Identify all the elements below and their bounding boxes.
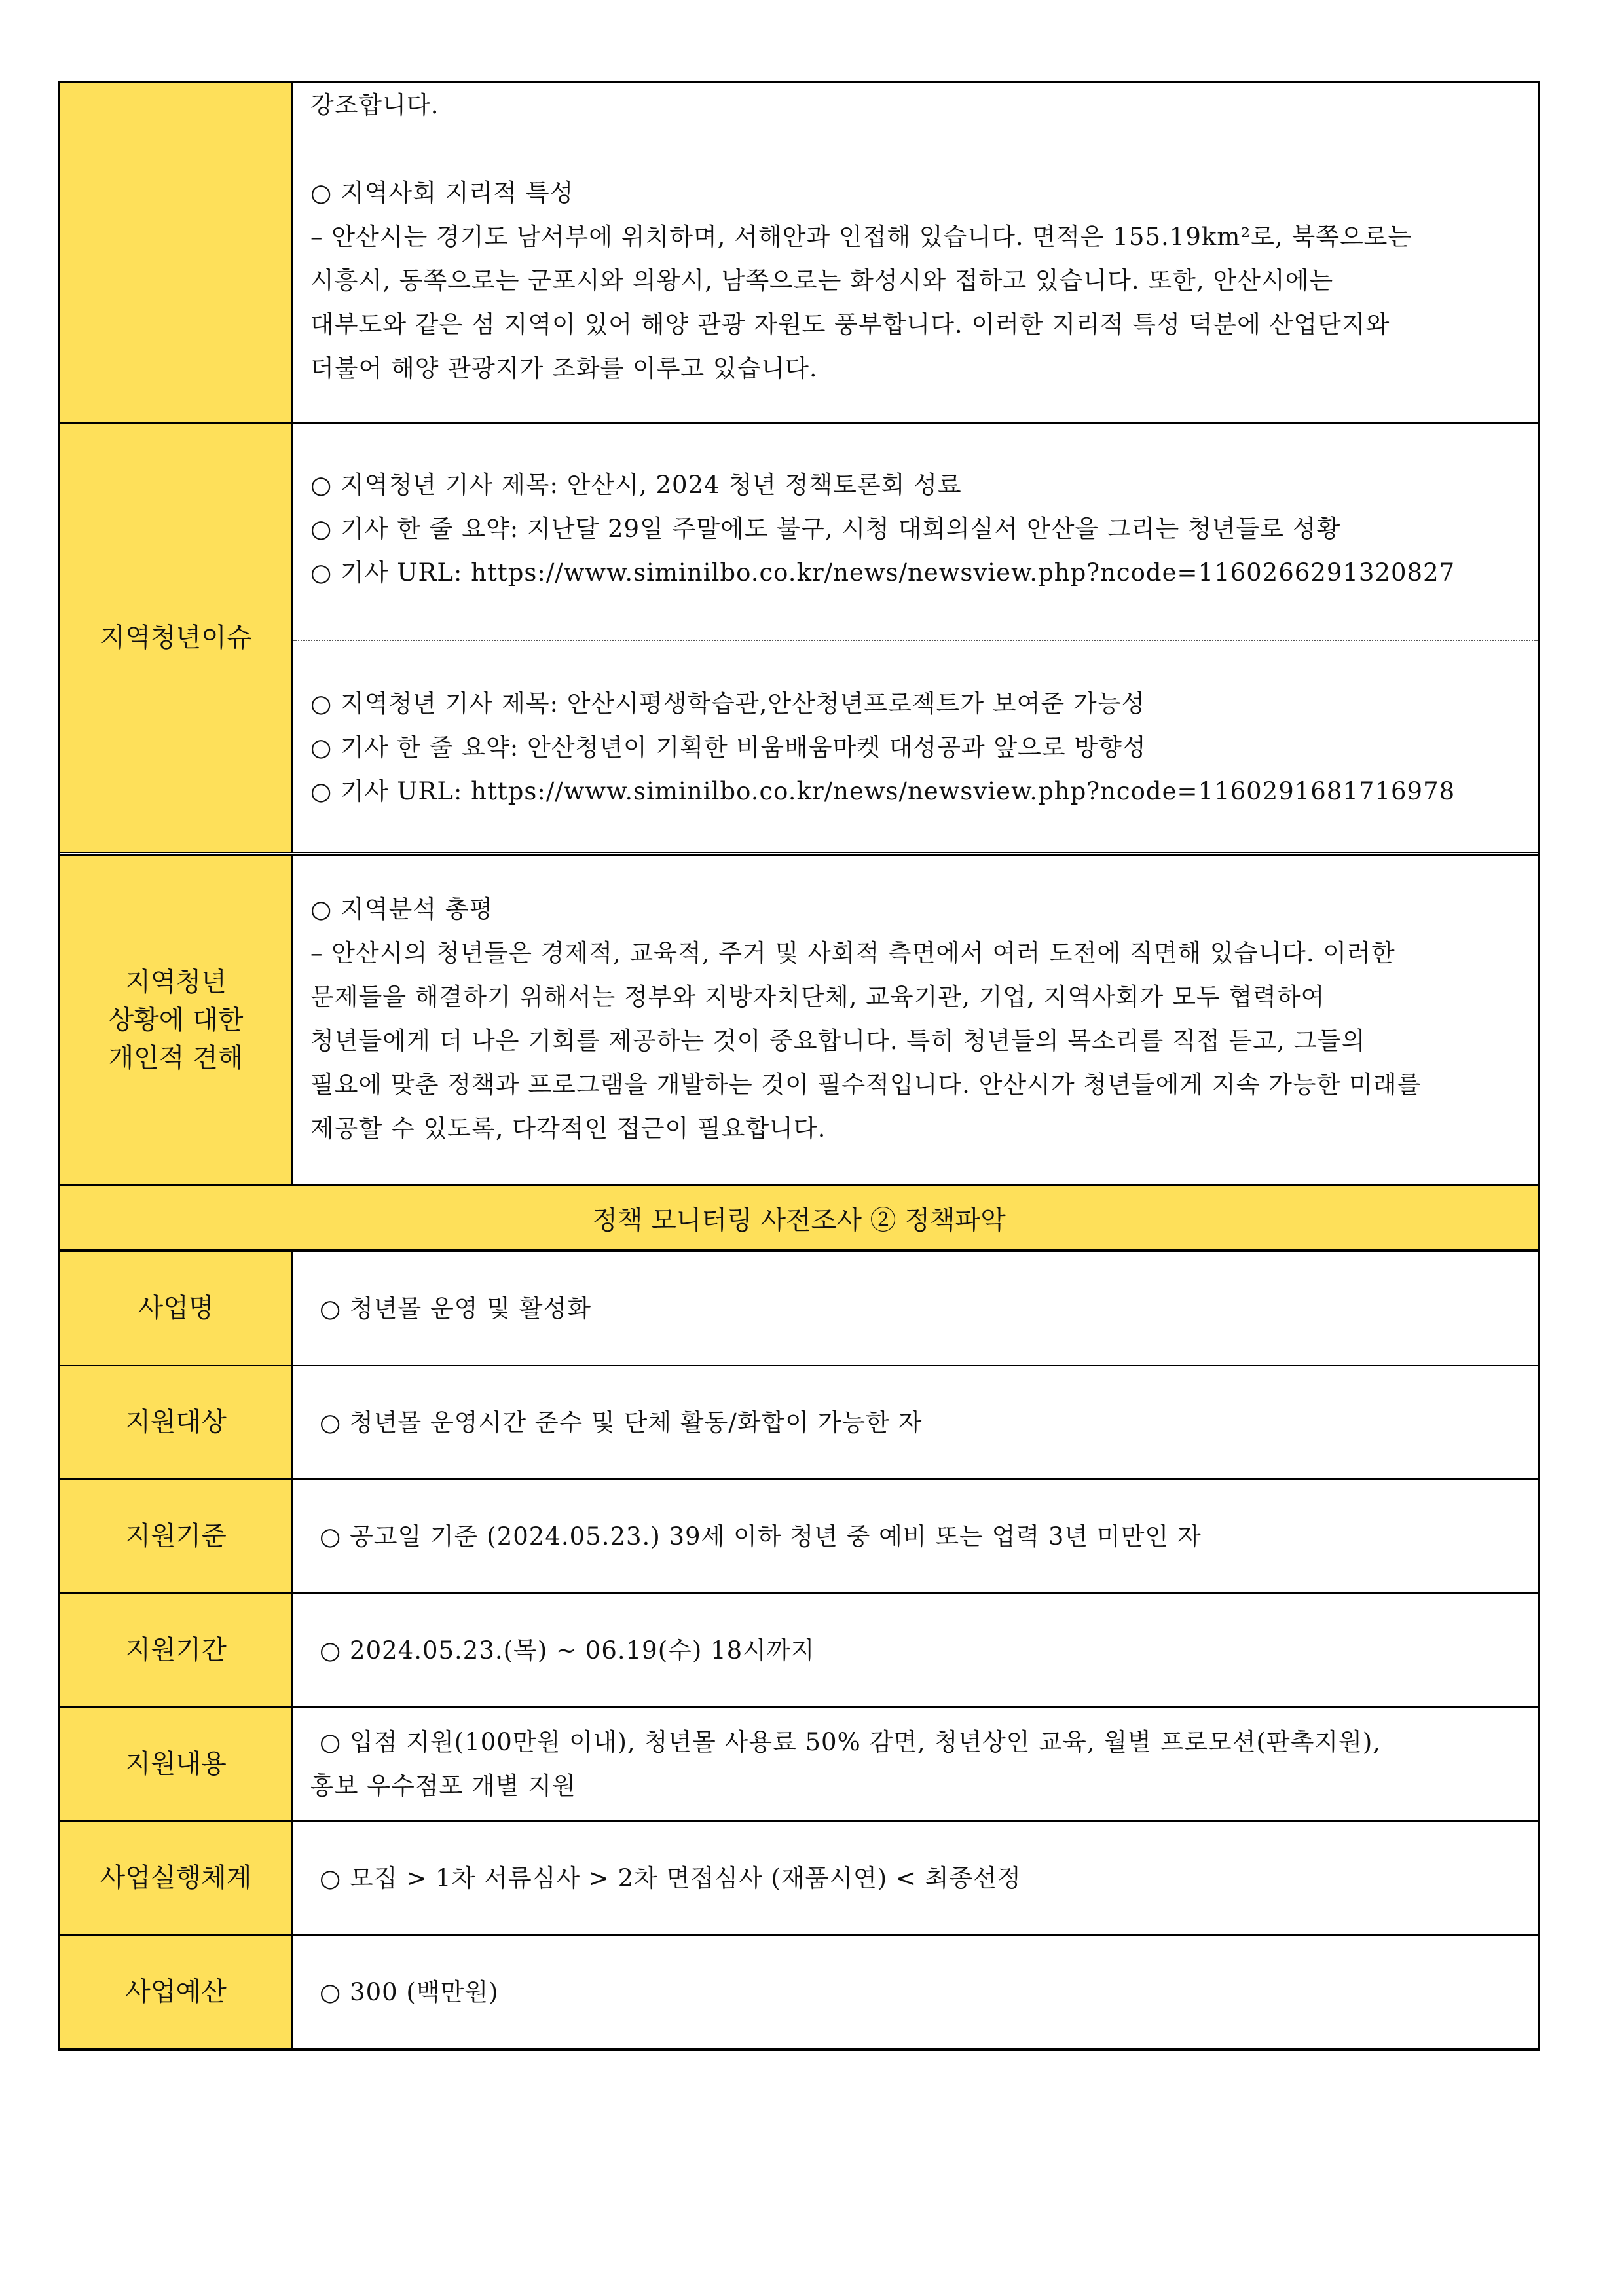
opinion-line: – 안산시의 청년들은 경제적, 교육적, 주거 및 사회적 측면에서 여러 도전에 직면해 있습니다. 이러한 (310, 939, 1395, 967)
policy-row-period (60, 1594, 1538, 1708)
article-title: ○ 지역청년 기사 제목: 안산시, 2024 청년 정책토론회 성료 (310, 471, 962, 499)
support-content-value (293, 1708, 1538, 1820)
article-block-2 (293, 640, 1538, 833)
regional-characteristics-label-cell (60, 83, 293, 422)
personal-opinion-label (60, 856, 293, 1184)
support-content-text: 홍보 우수점포 개별 지원 (310, 1772, 576, 1800)
label-line: 지역청년 (125, 967, 227, 997)
continuation-text: 강조합니다. (310, 91, 439, 119)
target-label: 지원대상 (60, 1366, 293, 1478)
period-value (293, 1594, 1538, 1706)
opinion-line: 필요에 맞춘 정책과 프로그램을 개발하는 것이 필수적입니다. 안산시가 청년들에게 지속 가능한 미래를 (310, 1071, 1422, 1099)
geo-line: 더불어 해양 관광지가 조화를 이루고 있습니다. (310, 354, 818, 382)
target-text: ○ 청년몰 운영시간 준수 및 단체 활동/화합이 가능한 자 (320, 1408, 923, 1437)
article-block-1 (293, 424, 1538, 640)
article-url: ○ 기사 URL: https://www.siminilbo.co.kr/news/newsview.php?ncode=1160291681716978 (310, 777, 1456, 805)
criteria-label: 지원기준 (60, 1480, 293, 1592)
opinion-line: 청년들에게 더 나은 기회를 제공하는 것이 중요합니다. 특히 청년들의 목소리를 직접 듣고, 그들의 (310, 1027, 1366, 1055)
execution-system-value (293, 1822, 1538, 1934)
personal-opinion-content (293, 856, 1538, 1184)
youth-issue-content (293, 424, 1538, 852)
policy-section-title: 정책 모니터링 사전조사 ② 정책파악 (60, 1186, 1538, 1252)
geo-line: 시흥시, 동쪽으로는 군포시와 의왕시, 남쪽으로는 화성시와 접하고 있습니다. 또한, 안산시에는 (310, 266, 1334, 295)
youth-issue-label: 지역청년이슈 (60, 424, 293, 852)
budget-label: 사업예산 (60, 1936, 293, 2048)
business-name-text: ○ 청년몰 운영 및 활성화 (320, 1294, 592, 1323)
opinion-line: 제공할 수 있도록, 다각적인 접근이 필요합니다. (310, 1114, 826, 1143)
policy-row-criteria (60, 1480, 1538, 1594)
label-line: 개인적 견해 (108, 1043, 244, 1073)
execution-system-text: ○ 모집 > 1차 서류심사 > 2차 면접심사 (재품시연) < 최종선정 (320, 1864, 1022, 1892)
article-summary: ○ 기사 한 줄 요약: 안산청년이 기획한 비움배움마켓 대성공과 앞으로 방향성 (310, 733, 1147, 762)
personal-opinion-row (60, 856, 1538, 1186)
target-value (293, 1366, 1538, 1478)
policy-form-table (58, 81, 1540, 2051)
geo-line: 대부도와 같은 섬 지역이 있어 해양 관광 자원도 풍부합니다. 이러한 지리적 특성 덕분에 산업단지와 (310, 310, 1390, 339)
budget-text: ○ 300 (백만원) (320, 1977, 499, 2006)
opinion-line: 문제들을 해결하기 위해서는 정부와 지방자치단체, 교육기관, 기업, 지역사회가 모두 협력하여 (310, 983, 1325, 1011)
policy-row-target (60, 1366, 1538, 1480)
business-name-value (293, 1252, 1538, 1365)
regional-characteristics-row (60, 83, 1538, 424)
policy-row-budget (60, 1936, 1538, 2048)
youth-issue-row (60, 424, 1538, 856)
execution-system-label: 사업실행체계 (60, 1822, 293, 1934)
geo-heading: ○ 지역사회 지리적 특성 (310, 179, 574, 207)
policy-row-business-name (60, 1252, 1538, 1366)
criteria-value (293, 1480, 1538, 1592)
business-name-label: 사업명 (60, 1252, 293, 1365)
period-label: 지원기간 (60, 1594, 293, 1706)
support-content-text: ○ 입점 지원(100만원 이내), 청년몰 사용료 50% 감면, 청년상인 교육, 월별 프로모션(판촉지원), (320, 1728, 1382, 1756)
support-content-label: 지원내용 (60, 1708, 293, 1820)
article-url: ○ 기사 URL: https://www.siminilbo.co.kr/news/newsview.php?ncode=1160266291320827 (310, 559, 1456, 587)
label-line: 상황에 대한 (108, 1005, 244, 1035)
period-text: ○ 2024.05.23.(목) ~ 06.19(수) 18시까지 (320, 1636, 815, 1664)
criteria-text: ○ 공고일 기준 (2024.05.23.) 39세 이하 청년 중 예비 또는 업력 3년 미만인 자 (320, 1522, 1202, 1551)
policy-row-support-content (60, 1708, 1538, 1822)
geo-line: – 안산시는 경기도 남서부에 위치하며, 서해안과 인접해 있습니다. 면적은 155.19km²로, 북쪽으로는 (310, 223, 1412, 251)
opinion-heading: ○ 지역분석 총평 (310, 895, 494, 923)
article-title: ○ 지역청년 기사 제목: 안산시평생학습관,안산청년프로젝트가 보여준 가능성 (310, 689, 1146, 718)
article-summary: ○ 기사 한 줄 요약: 지난달 29일 주말에도 불구, 시청 대회의실서 안산을 그리는 청년들로 성황 (310, 515, 1341, 543)
budget-value (293, 1936, 1538, 2048)
policy-row-execution-system (60, 1822, 1538, 1936)
regional-characteristics-content (293, 83, 1538, 422)
